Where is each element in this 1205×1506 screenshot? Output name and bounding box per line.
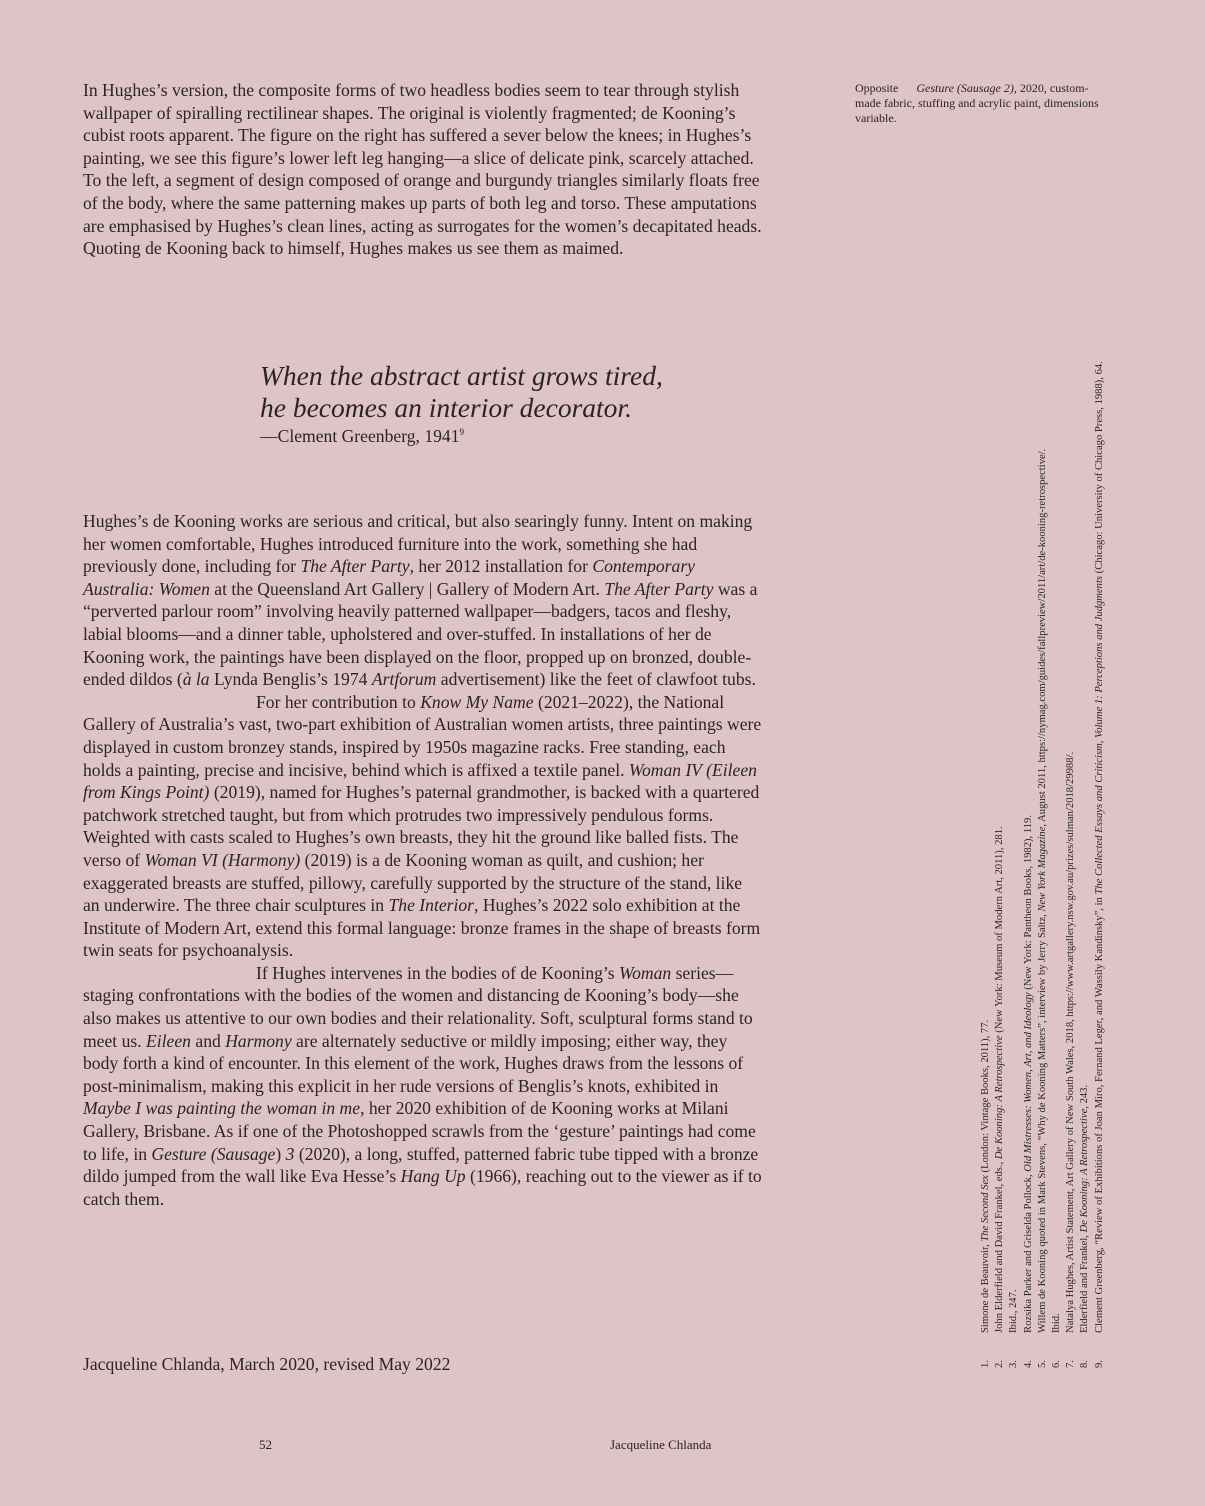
author-signature: Jacqueline Chlanda, March 2020, revised May 2022 <box>83 1354 451 1374</box>
footnote-item <box>1022 188 1036 1368</box>
running-head: Jacqueline Chlanda <box>610 1437 712 1452</box>
title-hang-up: Hang Up <box>400 1166 466 1187</box>
footnote-number: 8. <box>1079 1360 1091 1368</box>
pull-quote-line-2: he becomes an interior decorator. <box>260 392 632 423</box>
footnote-number: 9. <box>1093 1360 1105 1368</box>
title-the-after-party: The After Party <box>300 556 410 577</box>
image-caption <box>855 81 1105 126</box>
title-contemporary-australia: Contemporary Australia: Women <box>83 556 695 599</box>
pull-quote <box>260 360 780 448</box>
title-woman: Woman <box>619 962 672 983</box>
title-maybe-i-was-painting: Maybe I was painting the woman in me <box>83 1098 361 1119</box>
caption-details: , 2020, custom-made fabric, stuffing and acrylic paint, dimensions variable. <box>855 81 1099 125</box>
title-the-interior: The Interior <box>388 895 475 916</box>
footnote-item <box>1078 188 1092 1368</box>
title-gesture-sausage: Gesture (Sausage <box>151 1143 276 1164</box>
title-woman-iv: Woman IV (Eileen from Kings Point) <box>83 759 757 803</box>
footnote-number: 7. <box>1065 1360 1077 1368</box>
footnote-text: Elderfield and Frankel, De Kooning: A Retrospective, 243. <box>1079 1084 1091 1333</box>
essay-paragraph-4: If Hughes intervenes in the bodies of de Kooning’s Woman series—staging confrontations with the bodies of the women and distancing de Kooning’s body—she also makes us attentive to our own bodies and their relationality. Soft, sculptural forms stand to meet us. Eileen and Harmony are alternately seductive or mildly imposing; either way, they body forth a kind of encounter. In this element of the work, Hughes draws from the lessons of post-minimalism, making this explicit in her rude versions of Benglis’s knots, exhibited in Maybe I was painting the woman in me, her 2020 exhibition of de Kooning works at Milani Gallery, Brisbane. As if one of the Photoshopped scrawls from the ‘gesture’ paintings had come to life, in Gesture (Sausage) 3 (2020), a long, stuffed, patterned fabric tube tipped with a bronze dildo jumped from the wall like Eva Hesse’s Hang Up (1966), reaching out to the viewer as if to catch them. <box>83 962 762 1209</box>
footnote-number: 1. <box>980 1360 991 1368</box>
footnotes <box>979 188 1107 1368</box>
footnote-ref-9[interactable]: 9 <box>459 427 465 438</box>
footnote-number: 5. <box>1036 1360 1048 1368</box>
footnote-text: Rozsika Parker and Griselda Pollock, Old Mistresses: Women, Art, and Ideology (New York: Pantheon Books, 1982), 119. <box>1022 815 1034 1333</box>
essay-paragraph-1 <box>83 79 763 260</box>
title-woman-vi: Woman VI (Harmony) <box>144 849 301 870</box>
footnote-item <box>1050 188 1064 1368</box>
pull-quote-text <box>260 360 780 424</box>
footnote-text: John Elderfield and David Frankel, eds., De Kooning: A Retrospective (New York: Museum of Modern Art, 2011), 281. <box>994 826 1006 1333</box>
essay-paragraph-3: For her contribution to Know My Name (2021–2022), the National Gallery of Australia’s vast, two-part exhibition of Australian women artists, three paintings were displayed in custom bronzey stands, inspired by 1950s magazine racks. Free standing, each holds a painting, precise and incisive, behind which is affixed a textile panel. Woman IV (Eileen from Kings Point) (2019), named for Hughes’s paternal grandmother, is backed with a quartered patchwork stretched taught, but from which protrudes two impressively pendulous forms. Weighted with casts scaled to Hughes’s own breasts, they hit the ground like balled fists. The verso of Woman VI (Harmony) (2019) is a de Kooning woman as quilt, and cushion; her exaggerated breasts are stuffed, pillowy, carefully supported by the structure of the stand, like an underwire. The three chair sculptures in The Interior, Hughes’s 2022 solo exhibition at the Institute of Modern Art, extend this formal language: bronze frames in the shape of breasts form twin seats for psychoanalysis. <box>83 691 762 961</box>
title-know-my-name: Know My Name <box>420 691 534 712</box>
essay-paragraph-2: Hughes’s de Kooning works are serious and critical, but also searingly funny. Intent on making her women comfortable, Hughes introduced furniture into the work, something she had previously done, including for The After Party, her 2012 installation for Contemporary Australia: Women at the Queensland Art Gallery | Gallery of Modern Art. The After Party was a “perverted parlour room” involving heavily patterned wallpaper—badgers, tacos and fleshy, labial blooms—and a dinner table, upholstered and over-stuffed. In installations of her de Kooning work, the paintings have been displayed on the floor, propped up on bronzed, double-ended dildos (à la Lynda Benglis’s 1974 Artforum advertisement) like the feet of clawfoot tubs. <box>83 511 758 690</box>
footnote-item <box>1064 188 1078 1368</box>
footnote-number: 4. <box>1022 1360 1034 1368</box>
footnote-text: Ibid., 247. <box>1008 1289 1020 1333</box>
footnote-item <box>1007 188 1021 1368</box>
footnote-text: Simone de Beauvoir, The Second Sex (London: Vintage Books, 2011), 77. <box>980 1019 991 1333</box>
caption-label: Opposite <box>855 81 899 95</box>
footnote-item <box>979 188 993 1368</box>
page-number: 52 <box>259 1437 272 1452</box>
attribution-text: —Clement Greenberg, 1941 <box>260 426 460 446</box>
footnote-item <box>1036 188 1050 1368</box>
title-harmony: Harmony <box>225 1030 292 1051</box>
essay-body <box>83 510 763 1210</box>
pull-quote-line-1: When the abstract artist grows tired, <box>260 360 663 391</box>
footnote-number: 2. <box>994 1360 1006 1368</box>
title-the-after-party: The After Party <box>604 578 714 599</box>
caption-title: Gesture (Sausage 2) <box>916 81 1014 95</box>
footnote-number: 6. <box>1051 1360 1063 1368</box>
pull-quote-attribution <box>260 424 780 448</box>
footnote-item <box>993 188 1007 1368</box>
paragraph-text: In Hughes’s version, the composite forms of two headless bodies seem to tear through stylish wallpaper of spiralling rectilinear shapes. The original is violently fragmented; de Kooning’s cubist roots apparent. The figure on the right has suffered a sever below the knees; in Hughes’s painting, we see this figure’s lower left leg hanging—a slice of delicate pink, scarcely attached. To the left, a segment of design composed of orange and burgundy triangles similarly floats free of the body, where the same patterning makes up parts of both leg and torso. These amputations are emphasised by Hughes’s clean lines, acting as surrogates for the women’s decapitated heads. Quoting de Kooning back to himself, Hughes makes us see them as maimed. <box>83 80 762 259</box>
footnote-text: Clement Greenberg, “Review of Exhibitions of Joan Miro, Fernand Leger, and Wassily Kandinsky”, in The Collected Essays and Criticism, Volume 1: Perceptions and Judgments (Chicago: University of Chicago Press, 1988), 64. <box>1093 361 1105 1333</box>
footnote-text: Ibid. <box>1051 1313 1063 1333</box>
footnote-text: Willem de Kooning quoted in Mark Stevens, “Why de Kooning Matters”, interview by Jerry Saltz, New York Magazine, August 2011, https://nymag.com/guides/fallpreview/2011/art/de-kooning-retrospective/. <box>1036 448 1048 1333</box>
footnote-number: 3. <box>1008 1360 1020 1368</box>
footnote-text: Natalya Hughes, Artist Statement, Art Gallery of New South Wales, 2018, https://www.artgallery.nsw.gov.au/prizes/sulman/2018/29988/. <box>1065 751 1077 1333</box>
title-artforum: Artforum <box>371 669 437 690</box>
title-eileen: Eileen <box>146 1030 191 1051</box>
footnote-item <box>1093 188 1107 1368</box>
